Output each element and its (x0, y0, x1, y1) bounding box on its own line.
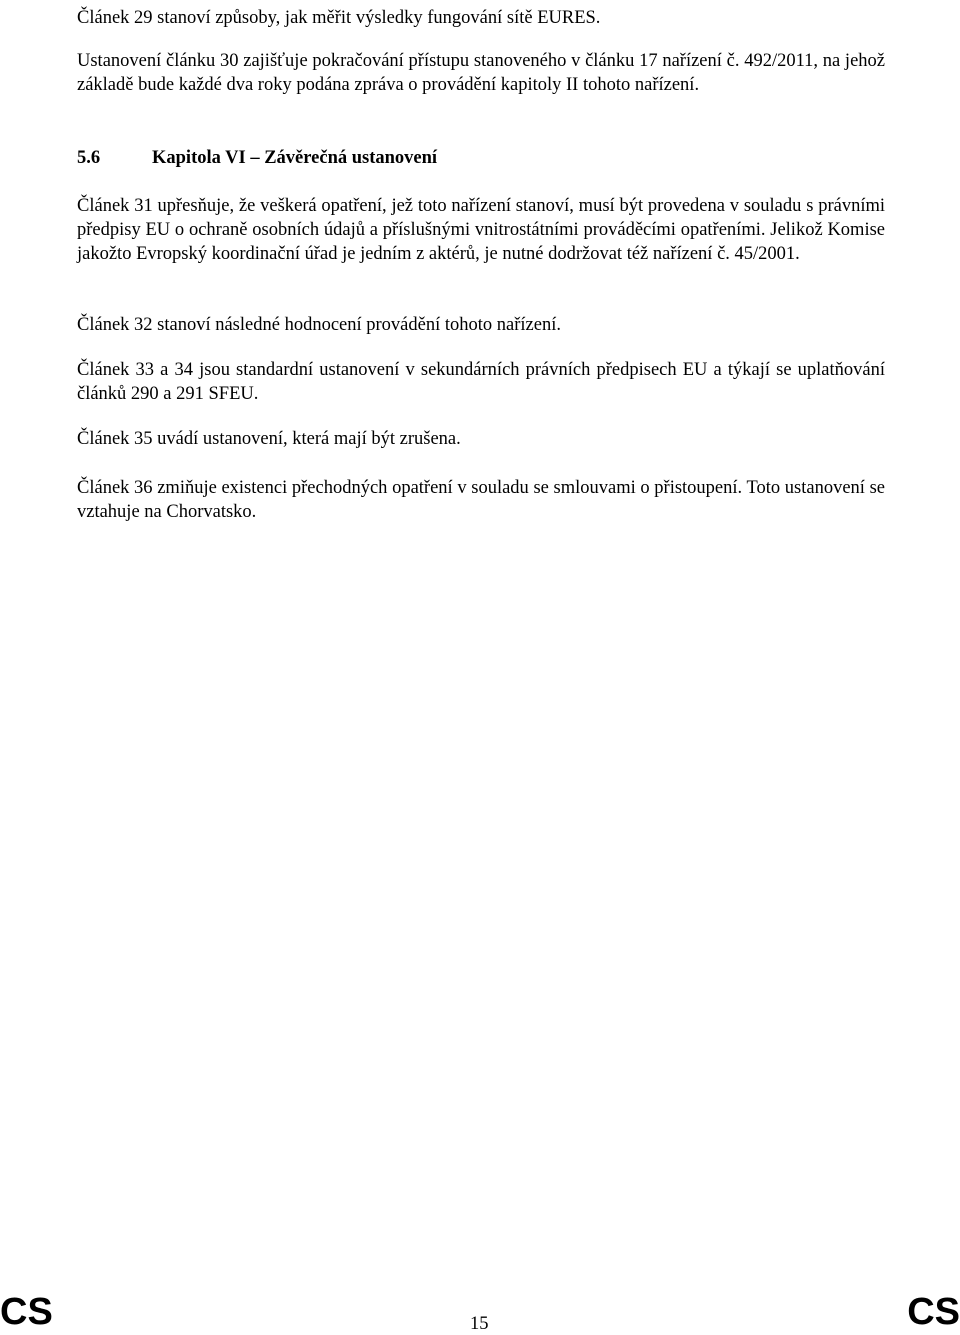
paragraph-article-31: Článek 31 upřesňuje, že veškerá opatření, jež toto nařízení stanoví, musí být provedena v souladu s právními předpisy EU o ochraně osobních údajů a příslušnými vnitrostátními prováděcími opatřeními. Jelikož Komise jakožto Evropský koordinační úřad je jedním z aktérů, je nutné dodržovat též nařízení č. 45/2001. (77, 196, 885, 264)
section-title: Kapitola VI – Závěrečná ustanovení (152, 148, 438, 168)
footer-language-code-right: CS (907, 1291, 960, 1333)
section-number: 5.6 (77, 148, 101, 168)
paragraph-article-32: Článek 32 stanoví následné hodnocení provádění tohoto nařízení. (77, 315, 561, 335)
page-number: 15 (470, 1314, 489, 1334)
paragraph-article-30: Ustanovení článku 30 zajišťuje pokračování přístupu stanoveného v článku 17 nařízení č. 492/2011, na jehož základě bude každé dva roky podána zpráva o provádění kapitoly II tohoto nařízení. (77, 51, 885, 95)
paragraph-article-29: Článek 29 stanoví způsoby, jak měřit výsledky fungování sítě EURES. (77, 8, 601, 28)
paragraph-article-36: Článek 36 zmiňuje existenci přechodných opatření v souladu se smlouvami o přistoupení. Toto ustanovení se vztahuje na Chorvatsko. (77, 478, 885, 522)
paragraph-article-33-34: Článek 33 a 34 jsou standardní ustanovení v sekundárních právních předpisech EU a týkají se uplatňování článků 290 a 291 SFEU. (77, 360, 885, 404)
section-heading (77, 146, 437, 170)
paragraph-article-35: Článek 35 uvádí ustanovení, která mají být zrušena. (77, 429, 461, 449)
footer-language-code-left: CS (0, 1291, 53, 1333)
